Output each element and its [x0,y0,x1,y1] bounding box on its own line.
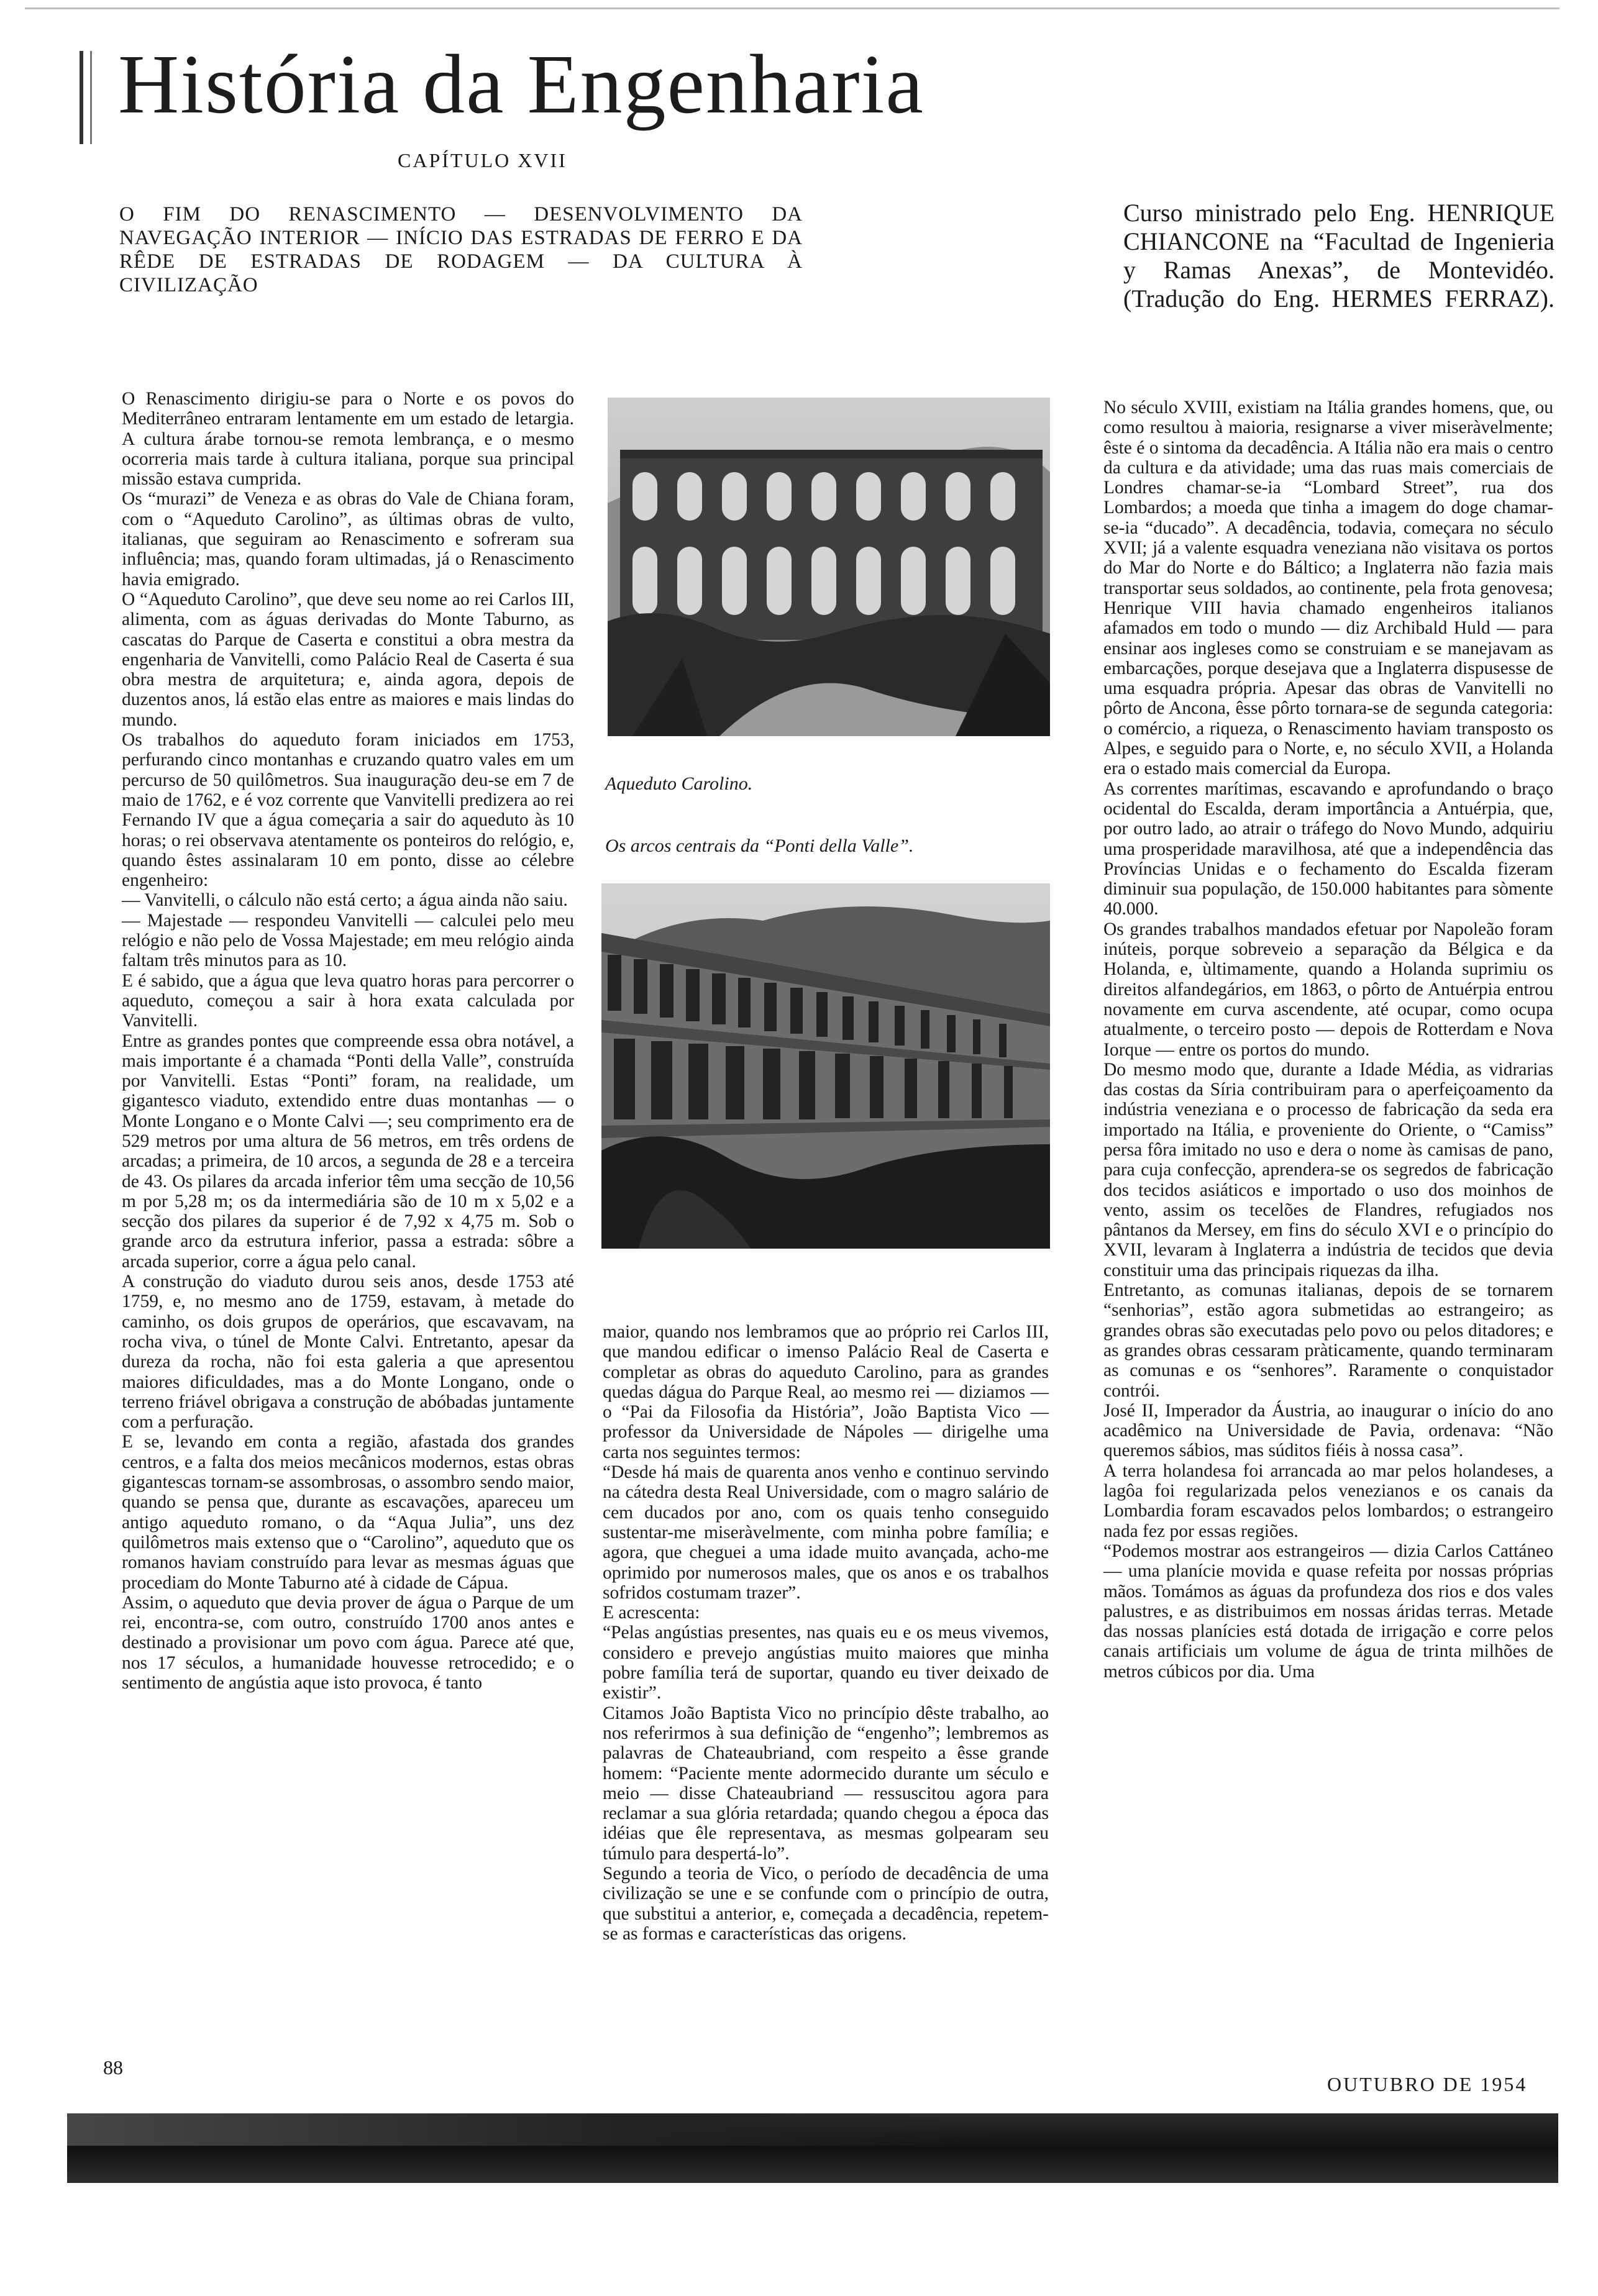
page-title: História da Engenharia [118,38,925,131]
text-column-right [1103,398,1553,1682]
paragraph: Assim, o aqueduto que devia prover de água o Parque de um rei, encontra-se, com outro, construído 1700 anos antes e destinado a provisionar um povo com água. Parece até que, nos 17 séculos, a humanidade houvesse retrocedido; e o sentimento de angústia aque isto provoca, é tanto [122,1592,574,1693]
paragraph: Os “murazi” de Veneza e as obras do Vale de Chiana foram, com o “Aqueduto Carolino”, as últimas obras de vulto, italianas, que seguiram ao Renascimento e sofreram sua influência; mas, quando foram ultimadas, já o Renascimento havia emigrado. [122,489,574,590]
paragraph: O Renascimento dirigiu-se para o Norte e os povos do Mediterrâneo entraram lentamente em um estado de letargia. A cultura árabe tornou-se remota lembrança, e o mesmo ocorreria mais tarde à cultura italiana, porque sua principal missão estava cumprida. [122,389,574,490]
text-column-left [122,389,574,1693]
chapter-heading: CAPÍTULO XVII [398,149,567,171]
chapter-subtitle: O FIM DO RENASCIMENTO — DESENVOLVIMENTO DA NAVEGAÇÃO INTERIOR — INÍCIO DAS ESTRADAS DE FERRO E DA RÊDE DE ESTRADAS DE RODAGEM — DA CULTURA À CIVILIZAÇÃO [119,203,803,296]
paragraph: E se, levando em conta a região, afastada dos grandes centros, e a falta dos meios mecânicos modernos, estas obras gigantescas tornam-se assombrosas, o assombro sendo maior, quando se pensa que, durante as escavações, apareceu um antigo aqueduto romano, o da “Aqua Julia”, uns dez quilômetros mais extenso que o “Carolino”, aqueduto que os romanos haviam construído para levar as mesmas águas que procediam do Monte Taburno até à cidade de Cápua. [122,1432,574,1593]
paragraph: “Desde há mais de quarenta anos venho e continuo servindo na cátedra desta Real Universidade, com o magro salário de cem ducados por ano, com os quais tenho conseguido sustentar-me miseràvelmente, com minha pobre família; e agora, que cheguei a uma idade muito avançada, acho-me oprimido por numerosos males, que os anos e os trabalhos sofridos costumam trazer”. [603,1462,1049,1603]
title-bracket-mark [80,51,92,144]
paragraph: No século XVIII, existiam na Itália grandes homens, que, ou como resultou à maioria, resignarse a viver miseràvelmente; êste é o sintoma da decadência. A Itália não era mais o centro da cultura e da atividade; uma das ruas mais comerciais de Londres chamar-se-ia “Lombard Street”, rua dos Lombardos; a moeda que tinha a imagem do doge chamar-se-ia “ducado”. A decadência, todavia, começara no século XVII; já a valente esquadra veneziana não visitava os portos do Mar do Norte e do Báltico; a Inglaterra não fazia mais transportar seus soldados, ao continente, pela frota genovesa; Henrique VIII havia chamado engenheiros italianos afamados em todo o mundo — diz Archibald Huld — para ensinar aos ingleses como se construiam e se manejavam as embarcações, porque desejava que a Inglaterra dispusesse de uma esquadra própria. Apesar das obras de Vanvitelli no pôrto de Ancona, êsse pôrto tornara-se de segunda categoria: o comércio, a riqueza, o Renascimento haviam transposto os Alpes, e seguido para o Norte, e, no século XVII, a Holanda era o estado mais comercial da Europa. [1103,398,1553,779]
paragraph: Entretanto, as comunas italianas, depois de se tornarem “senhorias”, estão agora submetidas ao estrangeiro; as grandes obras são executadas pelo povo ou pelos ditadores; e as grandes obras cessaram pràticamente, quando terminaram as comunas e os “senhores”. Raramente o conquistador contrói. [1103,1280,1553,1401]
paragraph: A terra holandesa foi arrancada ao mar pelos holandeses, a lagôa foi regularizada pelos venezianos e os canais da Lombardia foram escavados pelos lombardos; o estrangeiro nada fez por essas regiões. [1103,1460,1553,1541]
photo-caption: Os arcos centrais da “Ponti della Valle”. [605,836,914,856]
paragraph: Entre as grandes pontes que compreende essa obra notável, a mais importante é a chamada “Ponti della Valle”, construída por Vanvitelli. Estas “Ponti” foram, na realidade, um gigantesco viaduto, extendido entre duas montanhas — o Monte Longano e o Monte Calvi —; seu comprimento era de 529 metros por uma altura de 56 metros, em três ordens de arcadas; a primeira, de 10 arcos, a segunda de 28 e a terceira de 43. Os pilares da arcada inferior têm uma secção de 10,56 m por 5,28 m; os da intermediária são de 10 m x 5,02 e a secção dos pilares da superior é de 7,92 x 4,75 m. Sob o grande arco da estrutura inferior, passa a estrada: sôbre a arcada superior, corre a água pelo canal. [122,1031,574,1272]
text-column-middle [603,1322,1049,1944]
photo-caption: Aqueduto Carolino. [605,773,753,794]
paragraph: Do mesmo modo que, durante a Idade Média, as vidrarias das costas da Síria contribuiram para o aperfeiçoamento da indústria veneziana e o processo de fabricação da seda era importado na Itália, e proveniente do Oriente, o “Camiss” persa fôra imitado no uso e dera o nome às camisas de pano, para cuja confecção, aprendera-se os segredos de fabricação dos tecidos asiáticos e importado o uso dos moinhos de vento, assim os tecelões de Flandres, refugiados nos pântanos da Mersey, em fins do século XVI e o princípio do XVII, levaram à Inglaterra a indústria de tecidos que devia constituir uma das principais riquezas da ilha. [1103,1059,1553,1280]
photo-aqueduto-carolino [608,398,1050,736]
paragraph: Os grandes trabalhos mandados efetuar por Napoleão foram inúteis, porque sobreveio a separação da Bélgica e da Holanda, e, ùltimamente, quando a Holanda suprimiu os direitos alfandegários, em 1863, o pôrto de Antuérpia entrou novamente em curva ascendente, até ocupar, como ocupa atualmente, o terceiro posto — depois de Rotterdam e Nova Iorque — entre os portos do mundo. [1103,919,1553,1060]
paragraph: As correntes marítimas, escavando e aprofundando o braço ocidental do Escalda, deram importância a Antuérpia, que, por outro lado, ao atrair o tráfego do Novo Mundo, adquiriu uma prosperidade maravilhosa, até que a independência das Províncias Unidas e o fechamento do Escalda fizeram diminuir sua população, de 150.000 habitantes para sòmente 40.000. [1103,778,1553,919]
paragraph: O “Aqueduto Carolino”, que deve seu nome ao rei Carlos III, alimenta, com as águas derivadas do Monte Taburno, as cascatas do Parque de Caserta e constitui a obra mestra da engenharia de Vanvitelli, como Palácio Real de Caserta é sua obra mestra de arquitetura; e, ainda agora, depois de duzentos anos, lá estão elas entre as maiores e mais lindas do mundo. [122,589,574,730]
page-number: 88 [103,2056,123,2079]
paragraph: Citamos João Baptista Vico no princípio dêste trabalho, ao nos referirmos à sua definição de “engenho”; lembremos as palavras de Chateaubriand, com respeito a êsse grande homem: “Paciente mente adormecido durante um século e meio — disse Chateaubriand — ressuscitou agora para reclamar a sua glória retardada; quando chegou a época das idéias que êle representava, as mesmas golpearam seu túmulo para despertá-lo”. [603,1703,1049,1864]
author-credit: Curso ministrado pelo Eng. HENRIQUE CHIANCONE na “Facultad de Ingenieria y Ramas Anexas”, de Montevidéo. (Tradução do Eng. HERMES FERRAZ). [1123,199,1555,312]
bottom-scan-band-highlight [67,2113,999,2146]
paragraph: A construção do viaduto durou seis anos, desde 1753 até 1759, e, no mesmo ano de 1759, estavam, à metade do caminho, os dois grupos de operários, que escavavam, na rocha viva, o túnel de Monte Calvi. Entretanto, apesar da dureza da rocha, não foi esta galeria a que apresentou maiores dificuldades, mas a do Monte Longano, onde o terreno friável obrigava a construção de abóbadas juntamente com a perfuração. [122,1272,574,1433]
paragraph: Os trabalhos do aqueduto foram iniciados em 1753, perfurando cinco montanhas e cruzando quatro vales em um percurso de 50 quilômetros. Sua inauguração deu-se em 7 de maio de 1762, e é voz corrente que Vanvitelli predizera ao rei Fernando IV que a água começaria a sair do aqueduto às 10 horas; o rei observava atentamente os ponteiros do relógio, e, quando êstes assinalaram 10 em ponto, disse ao célebre engenheiro: [122,730,574,891]
paragraph: E acrescenta: [603,1603,700,1623]
paragraph: maior, quando nos lembramos que ao próprio rei Carlos III, que mandou edificar o imenso Palácio Real de Caserta e completar as obras do aqueduto Carolino, para as grandes quedas dágua do Parque Real, ao mesmo rei — diziamos — o “Pai da Filosofia da História”, João Baptista Vico — professor da Universidade de Nápoles — dirigelhe uma carta nos seguintes termos: [603,1322,1049,1462]
paragraph: — Vanvitelli, o cálculo não está certo; a água ainda não saiu. [122,890,568,911]
issue-date: OUTUBRO DE 1954 [1327,2073,1528,2095]
photo-ponti-della-valle [601,883,1050,1249]
paragraph: Segundo a teoria de Vico, o período de decadência de uma civilização se une e se confunde com o princípio de outra, que substitui a anterior, e, começada a decadência, repetem-se as formas e características das origens. [603,1864,1049,1944]
paragraph: “Pelas angústias presentes, nas quais eu e os meus vivemos, considero e prevejo angústias muito maiores que minha pobre família terá de suportar, quando eu tiver deixado de existir”. [603,1623,1049,1703]
paragraph: “Podemos mostrar aos estrangeiros — dizia Carlos Cattáneo — uma planície movida e quase refeita por nossas próprias mãos. Tomámos as águas da profundeza dos rios e dos vales palustres, e as distribuimos em nossas áridas terras. Metade das nossas planícies está dotada de irrigação e corre pelos canais artificiais um volume de água de trinta milhões de metros cúbicos por dia. Uma [1103,1541,1553,1682]
paragraph: José II, Imperador da Áustria, ao inaugurar o início do ano acadêmico na Universidade de Pavia, ordenava: “Não queremos sábios, mas súditos fiéis à nossa casa”. [1103,1400,1553,1461]
paragraph: — Majestade — respondeu Vanvitelli — calculei pelo meu relógio e não pelo de Vossa Majestade; em meu relógio ainda faltam três minutos para as 10. [122,910,574,971]
top-rule [25,7,1559,9]
paragraph: E é sabido, que a água que leva quatro horas para percorrer o aqueduto, começou a sair à hora exata calculada por Vanvitelli. [122,970,574,1031]
